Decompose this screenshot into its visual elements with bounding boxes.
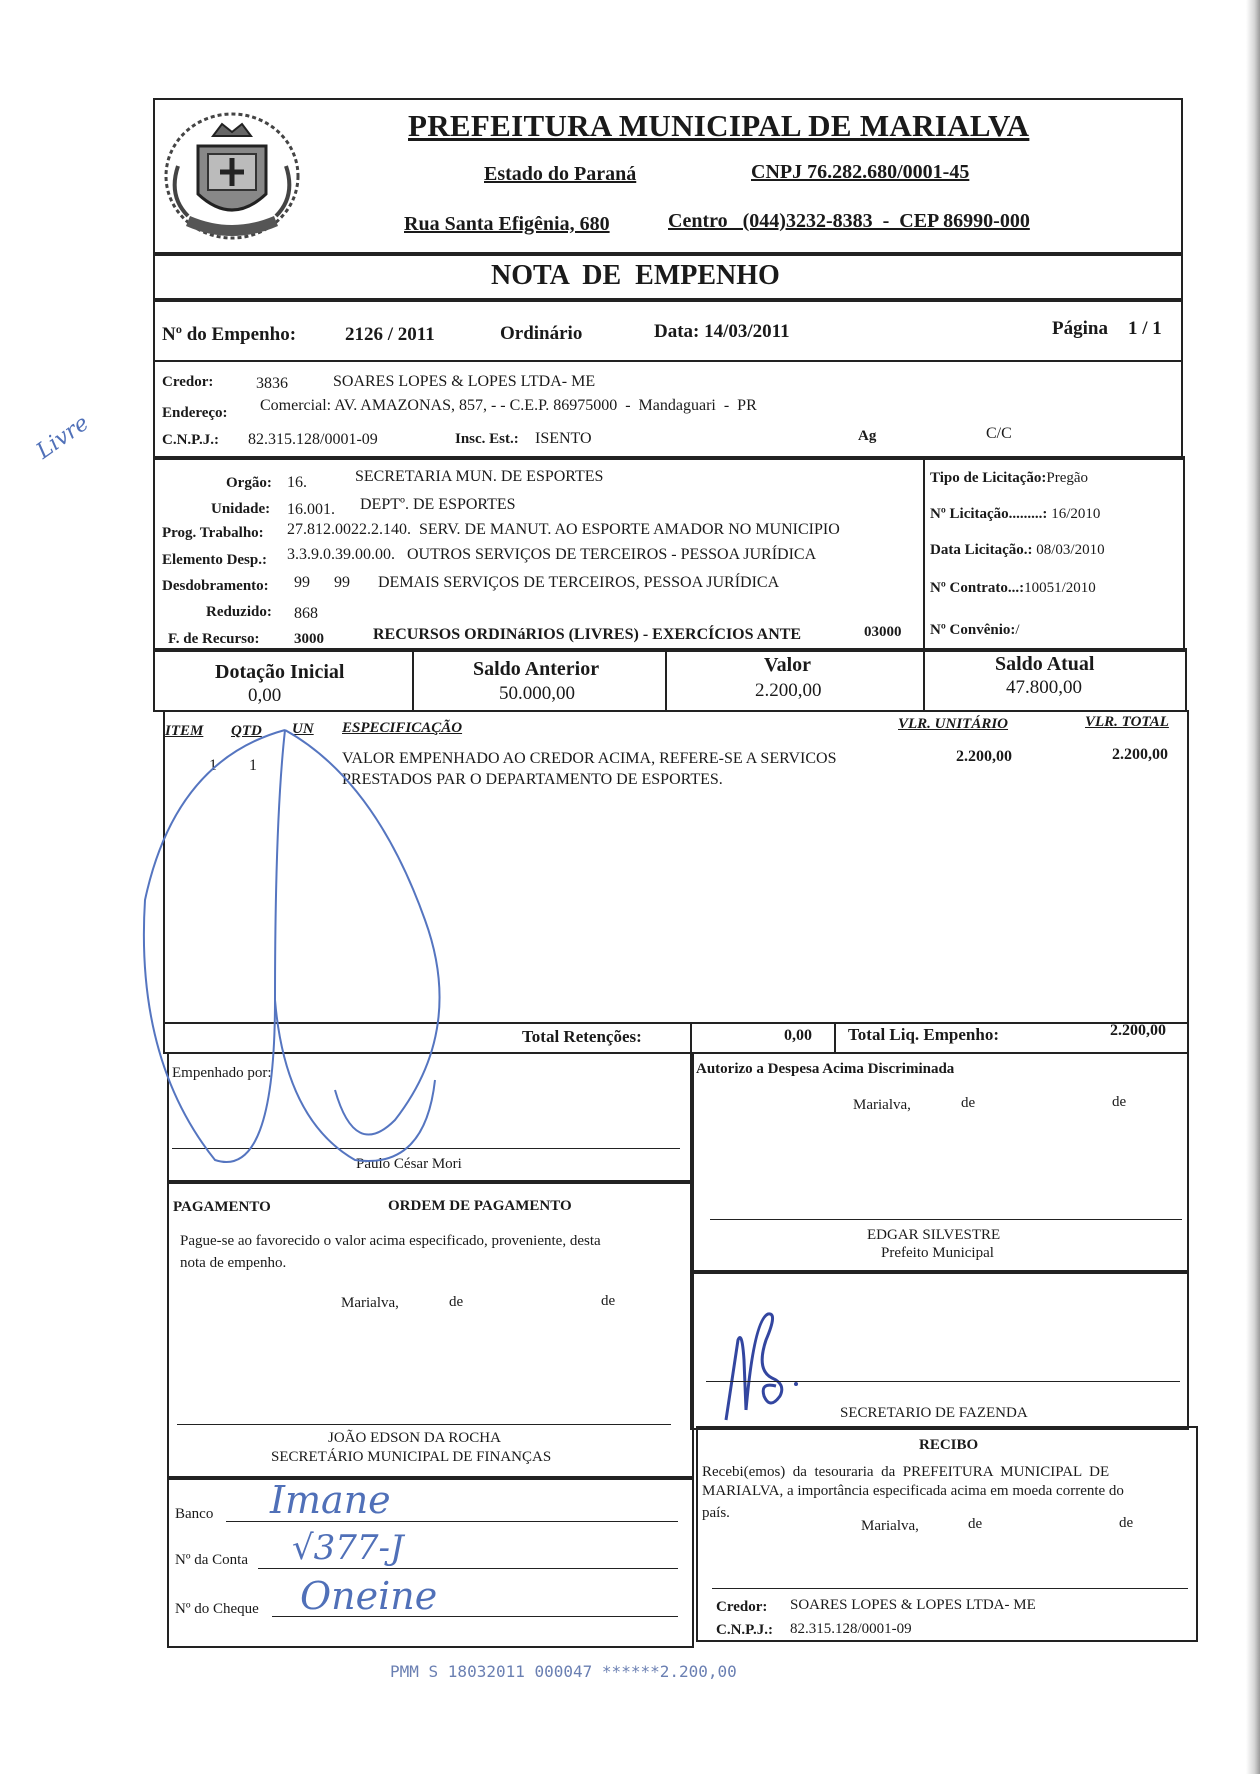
unidade-label: Unidade: <box>211 501 271 517</box>
num-contrato <box>930 580 1096 597</box>
tipo-licitacao <box>930 470 1088 487</box>
endereco-value: Comercial: AV. AMAZONAS, 857, - - C.E.P. 86975000 - Mandaguari - PR <box>260 397 757 414</box>
address-street: Rua Santa Efigênia, 680 <box>404 213 610 235</box>
coat-of-arms-logo <box>158 106 306 254</box>
bank-stamp: PMM S 18032011 000047 ******2.200,00 <box>390 1662 737 1681</box>
totals-divider-2 <box>665 648 667 712</box>
empenhado-name: Paulo César Mori <box>356 1156 462 1172</box>
recibo-sign-line <box>712 1588 1188 1589</box>
recibo-credor-label: Credor: <box>716 1599 768 1615</box>
prefeito-name: EDGAR SILVESTRE <box>867 1227 1001 1243</box>
retentions-divider-1 <box>690 1022 692 1054</box>
saldo-atual-label: Saldo Atual <box>995 653 1095 675</box>
recibo-title: RECIBO <box>919 1437 979 1453</box>
pagamento-title: PAGAMENTO <box>173 1199 271 1215</box>
credor-label: Credor: <box>162 374 214 390</box>
empenhado-label: Empenhado por: <box>172 1065 272 1081</box>
page-edge-shadow <box>1246 0 1260 1774</box>
prog-value: 27.812.0022.2.140. SERV. DE MANUT. AO ESPORTE AMADOR NO MUNICIPIO <box>287 521 840 538</box>
recibo-de-1: de <box>968 1516 983 1532</box>
autorizo-de-1: de <box>961 1095 976 1111</box>
pagamento-de-2: de <box>601 1293 616 1309</box>
col-header-item: ITEM <box>165 723 204 739</box>
autorizo-text: Autorizo a Despesa Acima Discriminada <box>696 1061 955 1077</box>
item-spec-line2: PRESTADOS PAR O DEPARTAMENTO DE ESPORTES. <box>342 771 723 788</box>
insc-label: Insc. Est.: <box>455 431 519 447</box>
endereco-label: Endereço: <box>162 405 228 421</box>
recibo-credor-name: SOARES LOPES & LOPES LTDA- ME <box>790 1597 1036 1613</box>
autorizo-de-2: de <box>1112 1094 1127 1110</box>
secretario-fazenda: SECRETARIO DE FAZENDA <box>840 1405 1028 1421</box>
col-header-un: UN <box>292 721 314 737</box>
liq-empenho-value: 2.200,00 <box>1110 1022 1166 1039</box>
desdobramento-label: Desdobramento: <box>162 578 269 594</box>
num-licitacao <box>930 506 1100 523</box>
insc-value: ISENTO <box>535 430 592 447</box>
item-number: 1 <box>209 757 217 774</box>
banco-handwritten: Imane <box>270 1478 391 1522</box>
saldo-atual-value: 47.800,00 <box>1006 677 1082 698</box>
financas-name: JOÃO EDSON DA ROCHA <box>328 1430 501 1446</box>
liq-empenho-label: Total Liq. Empenho: <box>848 1025 999 1044</box>
totals-divider-3 <box>923 648 925 712</box>
budget-divider <box>923 456 925 652</box>
conta-handwritten: √377-J <box>292 1528 404 1568</box>
doc-title: NOTA DE EMPENHO <box>491 260 780 291</box>
reduzido-value: 868 <box>294 605 318 622</box>
desdobramento-value: 99 99 DEMAIS SERVIÇOS DE TERCEIROS, PESSOA JURÍDICA <box>294 574 780 591</box>
fonte-number: 03000 <box>864 624 902 640</box>
item-qtd: 1 <box>249 757 257 774</box>
recibo-line1: Recebi(emos) da tesouraria da PREFEITURA MUNICIPAL DE <box>702 1464 1110 1480</box>
financas-sign-line <box>177 1424 671 1425</box>
orgao-name: SECRETARIA MUN. DE ESPORTES <box>355 468 604 485</box>
fazenda-sign-line <box>706 1381 1180 1382</box>
margin-note: Livre <box>32 410 94 465</box>
page-number: 1 / 1 <box>1128 318 1162 339</box>
num-convenio-value: / <box>1015 622 1020 638</box>
item-total-value: 2.200,00 <box>1112 746 1168 763</box>
state-name: Estado do Paraná <box>484 163 637 185</box>
banco-label: Banco <box>175 1506 214 1522</box>
pagamento-de-1: de <box>449 1294 464 1310</box>
cheque-handwritten: Oneine <box>300 1574 438 1618</box>
unidade-code: 16.001. <box>287 501 335 518</box>
reduzido-label: Reduzido: <box>206 604 272 620</box>
pagamento-city: Marialva, <box>341 1295 399 1311</box>
tipo-licitacao-label: Tipo de Licitação: <box>930 470 1047 486</box>
financas-title: SECRETÁRIO MUNICIPAL DE FINANÇAS <box>271 1449 552 1465</box>
credor-code: 3836 <box>256 375 288 392</box>
retentions-divider-2 <box>834 1022 836 1054</box>
empenho-number: 2126 / 2011 <box>345 324 435 345</box>
pen-signature-loops <box>135 700 495 1180</box>
address-contact: Centro (044)3232-8383 - CEP 86990-000 <box>668 210 1030 232</box>
ag-label: Ag <box>858 428 877 444</box>
num-licitacao-label: Nº Licitação.........: <box>930 506 1048 522</box>
num-convenio-label: Nº Convênio: <box>930 622 1016 638</box>
col-header-qtd: QTD <box>231 723 262 739</box>
prefeito-sign-line <box>710 1219 1182 1220</box>
municipality-title: PREFEITURA MUNICIPAL DE MARIALVA <box>408 108 1030 143</box>
col-header-spec: ESPECIFICAÇÃO <box>342 720 463 736</box>
num-convenio <box>930 622 1020 639</box>
unidade-name: DEPTº. DE ESPORTES <box>360 496 516 513</box>
recibo-line3: país. <box>702 1505 730 1521</box>
dotacao-label: Dotação Inicial <box>215 661 345 683</box>
conta-label: Nº da Conta <box>175 1552 248 1568</box>
pague-line2: nota de empenho. <box>180 1255 287 1271</box>
autorizo-city: Marialva, <box>853 1097 911 1113</box>
item-spec-line1: VALOR EMPENHADO AO CREDOR ACIMA, REFERE-SE A SERVICOS <box>342 750 837 767</box>
elemento-value: 3.3.9.0.39.00.00. OUTROS SERVIÇOS DE TERCEIROS - PESSOA JURÍDICA <box>287 546 817 563</box>
data-licitacao-value: 08/03/2010 <box>1036 542 1105 558</box>
fazenda-signature <box>716 1300 806 1430</box>
saldo-anterior-label: Saldo Anterior <box>473 658 600 680</box>
valor-label: Valor <box>764 654 812 676</box>
empenho-date: Data: 14/03/2011 <box>654 321 790 342</box>
recibo-cnpj-label: C.N.P.J.: <box>716 1622 773 1638</box>
page-label: Página <box>1052 318 1108 339</box>
recibo-cnpj-value: 82.315.128/0001-09 <box>790 1621 912 1637</box>
cheque-label: Nº do Cheque <box>175 1601 259 1617</box>
num-contrato-label: Nº Contrato...: <box>930 580 1025 596</box>
tipo-licitacao-value: Pregão <box>1046 470 1089 486</box>
data-licitacao <box>930 542 1105 559</box>
recibo-city: Marialva, <box>861 1518 919 1534</box>
prog-label: Prog. Trabalho: <box>162 525 264 541</box>
dotacao-value: 0,00 <box>248 685 282 706</box>
recibo-de-2: de <box>1119 1515 1134 1531</box>
retentions-value: 0,00 <box>784 1027 812 1044</box>
retentions-label: Total Retenções: <box>522 1027 642 1046</box>
pague-line1: Pague-se ao favorecido o valor acima especificado, proveniente, desta <box>180 1233 601 1249</box>
cnpj-label: C.N.P.J.: <box>162 432 219 448</box>
valor-value: 2.200,00 <box>755 680 822 701</box>
saldo-anterior-value: 50.000,00 <box>499 683 575 704</box>
col-header-unit: VLR. UNITÁRIO <box>898 716 1009 732</box>
data-licitacao-label: Data Licitação.: <box>930 542 1033 558</box>
cnpj-header: CNPJ 76.282.680/0001-45 <box>751 161 970 183</box>
fonte-name: RECURSOS ORDINáRIOS (LIVRES) - EXERCÍCIOS ANTE <box>373 626 802 643</box>
conta-line <box>258 1568 678 1569</box>
num-licitacao-value: 16/2010 <box>1051 506 1101 522</box>
num-contrato-value: 10051/2010 <box>1024 580 1096 596</box>
cnpj-value: 82.315.128/0001-09 <box>248 431 378 448</box>
fonte-code: 3000 <box>294 631 324 647</box>
empenho-type: Ordinário <box>500 323 583 344</box>
cc-label: C/C <box>986 425 1012 442</box>
elemento-label: Elemento Desp.: <box>162 552 267 568</box>
fonte-label: F. de Recurso: <box>168 631 260 647</box>
ordem-pagamento-title: ORDEM DE PAGAMENTO <box>388 1198 572 1214</box>
recibo-line2: MARIALVA, a importância especificada acima em moeda corrente do <box>702 1483 1124 1499</box>
orgao-code: 16. <box>287 474 307 491</box>
prefeito-title: Prefeito Municipal <box>881 1245 994 1261</box>
item-unit-value: 2.200,00 <box>956 748 1012 765</box>
col-header-total: VLR. TOTAL <box>1085 714 1169 730</box>
orgao-label: Orgão: <box>226 475 272 491</box>
credor-name: SOARES LOPES & LOPES LTDA- ME <box>333 373 596 390</box>
empenho-number-label: Nº do Empenho: <box>162 324 297 345</box>
